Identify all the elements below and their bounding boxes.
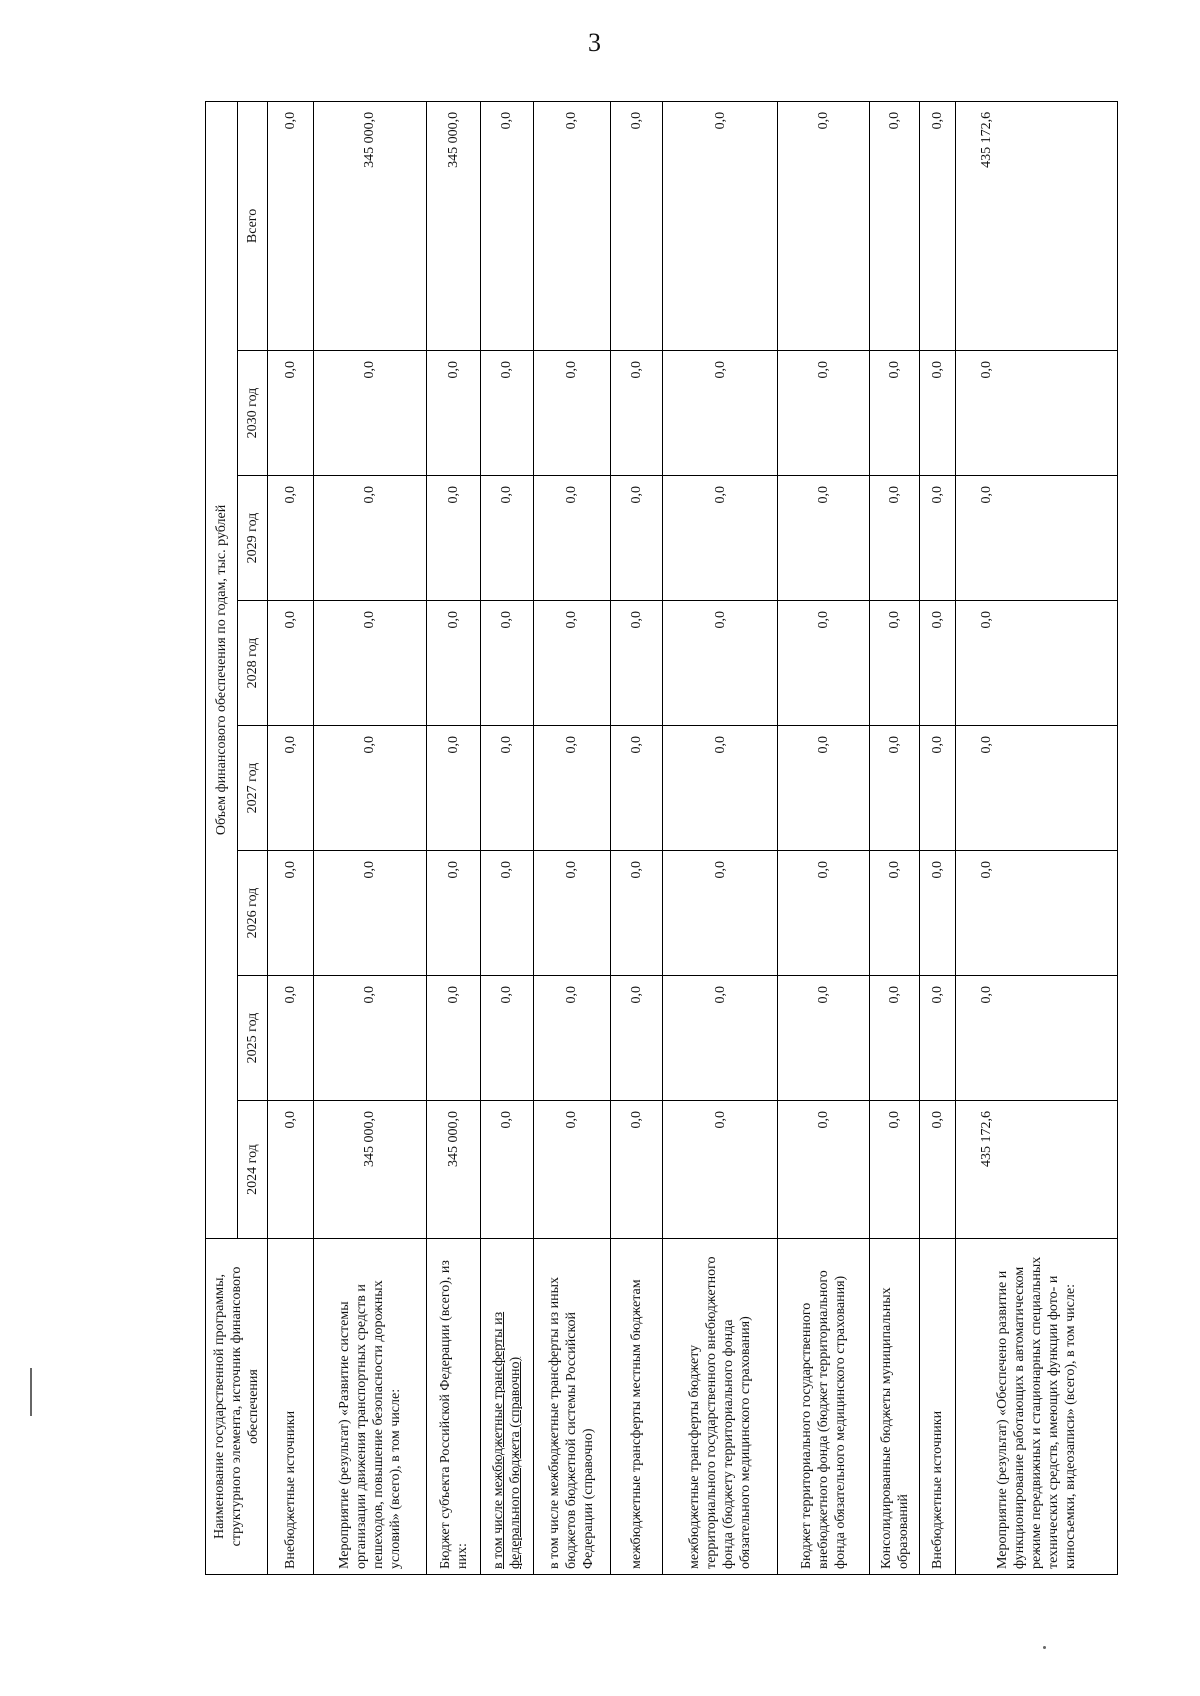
cell-total: 0,0 [533, 101, 610, 350]
cell-total: 0,0 [920, 101, 956, 350]
cell-2027: 0,0 [610, 726, 662, 851]
cell-2028: 0,0 [663, 601, 778, 726]
cell-2027: 0,0 [920, 726, 956, 851]
cell-2024: 0,0 [481, 1101, 533, 1239]
table-row [314, 101, 427, 1574]
cell-total: 345 000,0 [426, 101, 480, 350]
cell-2026: 0,0 [314, 851, 427, 976]
row-name: Бюджет территориального государственного внебюджетного фонда (бюджет территориального фонда обязательного медицинского страхования) [778, 1239, 870, 1575]
cell-2024: 0,0 [268, 1101, 314, 1239]
cell-2030: 0,0 [426, 351, 480, 476]
cell-2024: 0,0 [870, 1101, 920, 1239]
cell-total: 0,0 [663, 101, 778, 350]
row-name: Консолидированные бюджеты муниципальных образований [870, 1239, 920, 1575]
cell-2025: 0,0 [610, 976, 662, 1101]
table-row [778, 101, 870, 1574]
cell-2030: 0,0 [870, 351, 920, 476]
cell-2025: 0,0 [268, 976, 314, 1101]
cell-2030: 0,0 [955, 351, 1117, 476]
cell-total: 0,0 [610, 101, 662, 350]
table-row [268, 101, 314, 1574]
cell-2028: 0,0 [314, 601, 427, 726]
cell-2025: 0,0 [481, 976, 533, 1101]
cell-2029: 0,0 [481, 476, 533, 601]
cell-2027: 0,0 [778, 726, 870, 851]
cell-2026: 0,0 [268, 851, 314, 976]
cell-2025: 0,0 [870, 976, 920, 1101]
cell-2028: 0,0 [778, 601, 870, 726]
cell-2024: 0,0 [610, 1101, 662, 1239]
cell-2028: 0,0 [481, 601, 533, 726]
row-name: межбюджетные трансферты бюджету территориального государственного внебюджетного фонда (бюджету территориального фонда обязательного медицинского страхования) [663, 1239, 778, 1575]
header-year-2024: 2024 год [238, 1101, 268, 1239]
cell-2027: 0,0 [268, 726, 314, 851]
scan-mark-left [30, 1368, 32, 1416]
cell-2026: 0,0 [426, 851, 480, 976]
cell-total: 435 172,6 [955, 101, 1117, 350]
rotated-table-wrapper [205, 102, 1118, 1575]
cell-2026: 0,0 [870, 851, 920, 976]
table-row [426, 101, 480, 1574]
cell-2026: 0,0 [610, 851, 662, 976]
cell-2029: 0,0 [778, 476, 870, 601]
cell-2030: 0,0 [610, 351, 662, 476]
header-year-2026: 2026 год [238, 851, 268, 976]
cell-2026: 0,0 [778, 851, 870, 976]
cell-total: 345 000,0 [314, 101, 427, 350]
header-year-2029: 2029 год [238, 476, 268, 601]
cell-2025: 0,0 [663, 976, 778, 1101]
cell-2024: 0,0 [920, 1101, 956, 1239]
cell-total: 0,0 [778, 101, 870, 350]
cell-2025: 0,0 [314, 976, 427, 1101]
cell-2025: 0,0 [533, 976, 610, 1101]
cell-2027: 0,0 [870, 726, 920, 851]
cell-2028: 0,0 [610, 601, 662, 726]
cell-2027: 0,0 [314, 726, 427, 851]
cell-2026: 0,0 [481, 851, 533, 976]
cell-2027: 0,0 [533, 726, 610, 851]
header-name-column: Наименование государственной программы, структурного элемента, источник финансового обеспечения [206, 1239, 268, 1575]
cell-2029: 0,0 [533, 476, 610, 601]
cell-2026: 0,0 [955, 851, 1117, 976]
cell-2030: 0,0 [778, 351, 870, 476]
cell-total: 0,0 [870, 101, 920, 350]
cell-2025: 0,0 [778, 976, 870, 1101]
table-row [663, 101, 778, 1574]
cell-total: 0,0 [268, 101, 314, 350]
cell-2030: 0,0 [481, 351, 533, 476]
cell-2024: 0,0 [533, 1101, 610, 1239]
cell-2029: 0,0 [610, 476, 662, 601]
header-year-2028: 2028 год [238, 601, 268, 726]
cell-2026: 0,0 [533, 851, 610, 976]
cell-2028: 0,0 [955, 601, 1117, 726]
page-number: 3 [588, 28, 601, 57]
cell-total: 0,0 [481, 101, 533, 350]
cell-2024: 345 000,0 [426, 1101, 480, 1239]
cell-2030: 0,0 [920, 351, 956, 476]
cell-2028: 0,0 [426, 601, 480, 726]
cell-2027: 0,0 [481, 726, 533, 851]
cell-2025: 0,0 [426, 976, 480, 1101]
cell-2030: 0,0 [268, 351, 314, 476]
table-row [920, 101, 956, 1574]
row-name: Бюджет субъекта Российской Федерации (всего), из них: [426, 1239, 480, 1575]
cell-2030: 0,0 [533, 351, 610, 476]
header-financing-group: Объем финансового обеспечения по годам, тыс. рублей [206, 101, 238, 1238]
cell-2025: 0,0 [920, 976, 956, 1101]
row-name: Внебюджетные источники [920, 1239, 956, 1575]
row-name: Мероприятие (результат) «Обеспечено развитие и функционирование работающих в автоматическом режиме передвижных и стационарных специальных технических средств, имеющих функции фото- и киносъемки, видеозаписи» (всего), в том числе: [955, 1239, 1117, 1575]
cell-2030: 0,0 [314, 351, 427, 476]
header-year-2027: 2027 год [238, 726, 268, 851]
cell-2029: 0,0 [955, 476, 1117, 601]
cell-2029: 0,0 [870, 476, 920, 601]
cell-2029: 0,0 [426, 476, 480, 601]
cell-2029: 0,0 [314, 476, 427, 601]
cell-2024: 435 172,6 [955, 1101, 1117, 1239]
row-name: Мероприятие (результат) «Развитие системы организации движения транспортных средств и пешеходов, повышение безопасности дорожных условий» (всего), в том числе: [314, 1239, 427, 1575]
cell-2025: 0,0 [955, 976, 1117, 1101]
cell-2028: 0,0 [533, 601, 610, 726]
row-name: в том числе межбюджетные трансферты из иных бюджетов бюджетной системы Российской Федерации (справочно) [533, 1239, 610, 1575]
table-row [870, 101, 920, 1574]
header-year-2030: 2030 год [238, 351, 268, 476]
cell-2029: 0,0 [663, 476, 778, 601]
cell-2028: 0,0 [920, 601, 956, 726]
cell-2024: 0,0 [663, 1101, 778, 1239]
row-name: Внебюджетные источники [268, 1239, 314, 1575]
cell-2029: 0,0 [920, 476, 956, 601]
cell-2028: 0,0 [268, 601, 314, 726]
cell-2030: 0,0 [663, 351, 778, 476]
cell-2027: 0,0 [955, 726, 1117, 851]
header-year-2025: 2025 год [238, 976, 268, 1101]
cell-2029: 0,0 [268, 476, 314, 601]
cell-2026: 0,0 [663, 851, 778, 976]
row-name: межбюджетные трансферты местным бюджетам [610, 1239, 662, 1575]
cell-2024: 345 000,0 [314, 1101, 427, 1239]
cell-2026: 0,0 [920, 851, 956, 976]
table-row [481, 101, 533, 1574]
header-total: Всего [238, 101, 268, 350]
table-row [955, 101, 1117, 1574]
cell-2027: 0,0 [426, 726, 480, 851]
financing-table [205, 101, 1118, 1575]
table-row [533, 101, 610, 1574]
table-row [610, 101, 662, 1574]
cell-2027: 0,0 [663, 726, 778, 851]
cell-2024: 0,0 [778, 1101, 870, 1239]
scan-mark-bottom [1043, 1646, 1046, 1649]
row-name: в том числе межбюджетные трансферты из федерального бюджета (справочно) [481, 1239, 533, 1575]
cell-2028: 0,0 [870, 601, 920, 726]
